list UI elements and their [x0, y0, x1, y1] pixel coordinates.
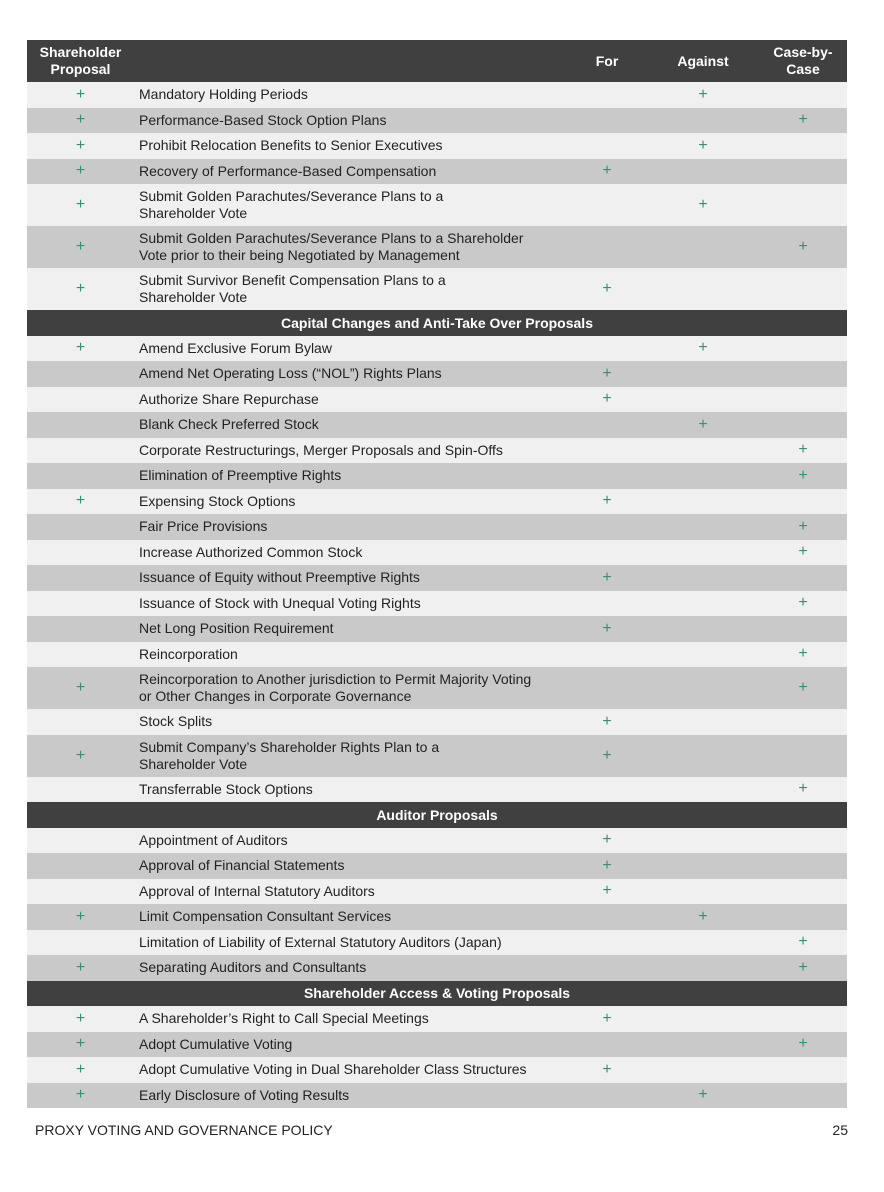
vote-against-cell	[647, 853, 759, 879]
proposal-label: Authorize Share Repurchase	[139, 390, 319, 407]
vote-against-cell	[647, 828, 759, 854]
vote-for-cell	[567, 159, 647, 185]
plus-mark-icon: +	[698, 1086, 708, 1104]
vote-for-cell	[567, 133, 647, 159]
vote-against-cell	[647, 438, 759, 464]
plus-mark-icon: +	[602, 492, 612, 510]
vote-against-cell	[647, 108, 759, 134]
plus-mark-icon: +	[602, 1060, 612, 1078]
vote-case-by-case-cell	[759, 184, 847, 226]
proposal-label: Transferrable Stock Options	[139, 780, 313, 797]
vote-for-cell	[567, 336, 647, 362]
plus-mark-icon: +	[798, 1035, 808, 1053]
plus-mark-icon: +	[698, 196, 708, 213]
table-header	[27, 40, 847, 82]
page-number: 25	[832, 1122, 848, 1138]
vote-case-by-case-cell	[759, 438, 847, 464]
proposal-label-line: Submit Company’s Shareholder Rights Plan to a	[139, 738, 440, 755]
proposal-label: Corporate Restructurings, Merger Proposals and Spin-Offs	[139, 441, 503, 458]
plus-mark-icon: +	[798, 238, 808, 255]
vote-case-by-case-cell	[759, 777, 847, 803]
vote-case-by-case-cell	[759, 412, 847, 438]
table-row	[27, 930, 847, 956]
proposal-label: Issuance of Stock with Unequal Voting Rights	[139, 594, 421, 611]
table-row	[27, 82, 847, 108]
proposal-label: Blank Check Preferred Stock	[139, 416, 319, 433]
vote-against-cell	[647, 709, 759, 735]
table-row	[27, 667, 847, 709]
proposal-label	[134, 226, 567, 268]
vote-for-cell	[567, 463, 647, 489]
vote-against-cell	[647, 133, 759, 159]
plus-mark-icon: +	[798, 933, 808, 951]
plus-mark-icon: +	[698, 136, 708, 154]
header-shareholder-proposal: Shareholder Proposal	[39, 44, 122, 77]
table-row	[27, 268, 847, 310]
proposal-label: Elimination of Preemptive Rights	[139, 467, 342, 484]
vote-against-cell	[647, 361, 759, 387]
header-case-by-case: Case-by-Case	[773, 44, 833, 77]
vote-against-cell	[647, 642, 759, 668]
plus-mark-icon: +	[75, 1009, 86, 1027]
proposal-label-line: Submit Golden Parachutes/Severance Plans to a Shareholder	[139, 230, 524, 246]
shareholder-proposal-cell	[27, 184, 134, 226]
shareholder-proposal-cell	[27, 565, 134, 591]
shareholder-proposal-cell	[27, 540, 134, 566]
vote-case-by-case-cell	[759, 226, 847, 268]
vote-case-by-case-cell	[759, 667, 847, 709]
shareholder-proposal-cell	[27, 489, 134, 515]
vote-against-cell	[647, 82, 759, 108]
table-body	[27, 82, 847, 1108]
vote-against-cell	[647, 955, 759, 981]
table-row	[27, 735, 847, 777]
vote-against-cell	[647, 412, 759, 438]
shareholder-proposal-cell	[27, 438, 134, 464]
proposal-label: Adopt Cumulative Voting	[139, 1035, 293, 1052]
vote-case-by-case-cell	[759, 591, 847, 617]
vote-for-cell	[567, 616, 647, 642]
proposal-label-line: Submit Golden Parachutes/Severance Plans to a	[139, 188, 444, 204]
vote-case-by-case-cell	[759, 336, 847, 362]
proposal-label: Approval of Financial Statements	[139, 857, 345, 874]
vote-for-cell	[567, 1057, 647, 1083]
shareholder-proposal-cell	[27, 955, 134, 981]
shareholder-proposal-cell	[27, 591, 134, 617]
plus-mark-icon: +	[75, 746, 86, 764]
shareholder-proposal-cell	[27, 904, 134, 930]
header-for: For	[595, 52, 619, 69]
vote-case-by-case-cell	[759, 879, 847, 905]
plus-mark-icon: +	[698, 907, 708, 925]
vote-for-cell	[567, 735, 647, 777]
shareholder-proposal-cell	[27, 82, 134, 108]
proposal-label: Reincorporation	[139, 645, 238, 662]
vote-against-cell	[647, 1057, 759, 1083]
plus-mark-icon: +	[602, 390, 612, 408]
shareholder-proposal-cell	[27, 1083, 134, 1109]
table-row	[27, 642, 847, 668]
plus-mark-icon: +	[602, 712, 612, 730]
plus-mark-icon: +	[75, 280, 86, 297]
vote-for-cell	[567, 438, 647, 464]
vote-against-cell	[647, 667, 759, 709]
plus-mark-icon: +	[75, 238, 86, 255]
vote-against-cell	[647, 226, 759, 268]
plus-mark-icon: +	[75, 492, 86, 510]
proposal-label: Net Long Position Requirement	[139, 620, 334, 637]
table-row	[27, 438, 847, 464]
vote-case-by-case-cell	[759, 1032, 847, 1058]
table-row	[27, 1083, 847, 1109]
shareholder-proposal-cell	[27, 616, 134, 642]
table-row	[27, 108, 847, 134]
vote-for-cell	[567, 387, 647, 413]
vote-case-by-case-cell	[759, 361, 847, 387]
vote-against-cell	[647, 184, 759, 226]
shareholder-proposal-cell	[27, 642, 134, 668]
table-row	[27, 184, 847, 226]
table-row	[27, 879, 847, 905]
proposal-label: Amend Net Operating Loss (“NOL”) Rights Plans	[139, 365, 442, 382]
plus-mark-icon: +	[798, 958, 808, 976]
vote-for-cell	[567, 853, 647, 879]
vote-for-cell	[567, 565, 647, 591]
proposal-label-line: Shareholder Vote	[139, 205, 248, 221]
vote-for-cell	[567, 828, 647, 854]
table-row	[27, 828, 847, 854]
plus-mark-icon: +	[75, 162, 86, 180]
proposal-label-line: or Other Changes in Corporate Governance	[139, 688, 412, 704]
vote-case-by-case-cell	[759, 904, 847, 930]
proposal-label	[134, 184, 567, 226]
table-row	[27, 412, 847, 438]
vote-against-cell	[647, 565, 759, 591]
plus-mark-icon: +	[798, 780, 808, 798]
plus-mark-icon: +	[798, 517, 808, 535]
section-header: Auditor Proposals	[27, 802, 847, 828]
vote-case-by-case-cell	[759, 82, 847, 108]
proposal-label	[134, 735, 567, 777]
vote-against-cell	[647, 904, 759, 930]
table-row	[27, 226, 847, 268]
vote-case-by-case-cell	[759, 1057, 847, 1083]
plus-mark-icon: +	[602, 1009, 612, 1027]
table-row	[27, 489, 847, 515]
vote-for-cell	[567, 226, 647, 268]
vote-for-cell	[567, 930, 647, 956]
proposal-label: Fair Price Provisions	[139, 518, 268, 535]
plus-mark-icon: +	[602, 568, 612, 586]
table-row	[27, 514, 847, 540]
vote-case-by-case-cell	[759, 828, 847, 854]
shareholder-proposal-cell	[27, 853, 134, 879]
proposal-label: Limitation of Liability of External Statutory Auditors (Japan)	[139, 933, 502, 950]
proposal-label	[134, 268, 567, 310]
proposal-label: Stock Splits	[139, 713, 213, 730]
vote-case-by-case-cell	[759, 108, 847, 134]
shareholder-proposal-cell	[27, 709, 134, 735]
plus-mark-icon: +	[75, 958, 86, 976]
table-row	[27, 133, 847, 159]
vote-against-cell	[647, 387, 759, 413]
vote-against-cell	[647, 159, 759, 185]
shareholder-proposal-cell	[27, 108, 134, 134]
plus-mark-icon: +	[798, 645, 808, 663]
vote-case-by-case-cell	[759, 642, 847, 668]
shareholder-proposal-cell	[27, 133, 134, 159]
vote-for-cell	[567, 955, 647, 981]
section-header: Shareholder Access & Voting Proposals	[27, 981, 847, 1007]
plus-mark-icon: +	[698, 339, 708, 357]
plus-mark-icon: +	[75, 111, 86, 129]
vote-case-by-case-cell	[759, 514, 847, 540]
vote-case-by-case-cell	[759, 489, 847, 515]
vote-case-by-case-cell	[759, 159, 847, 185]
vote-against-cell	[647, 336, 759, 362]
vote-for-cell	[567, 879, 647, 905]
header-blank	[134, 40, 567, 82]
proposal-label: Performance-Based Stock Option Plans	[139, 111, 387, 128]
plus-mark-icon: +	[75, 85, 86, 103]
vote-case-by-case-cell	[759, 955, 847, 981]
vote-against-cell	[647, 777, 759, 803]
vote-for-cell	[567, 709, 647, 735]
plus-mark-icon: +	[602, 831, 612, 849]
table-row	[27, 853, 847, 879]
proposal-label-line: Shareholder Vote	[139, 289, 248, 305]
table-row	[27, 777, 847, 803]
shareholder-proposal-cell	[27, 361, 134, 387]
table-row	[27, 387, 847, 413]
plus-mark-icon: +	[798, 441, 808, 459]
shareholder-proposal-cell	[27, 336, 134, 362]
vote-case-by-case-cell	[759, 1006, 847, 1032]
vote-against-cell	[647, 463, 759, 489]
proposal-label-line: Reincorporation to Another jurisdiction to Permit Majority Voting	[139, 671, 532, 687]
vote-against-cell	[647, 268, 759, 310]
vote-for-cell	[567, 777, 647, 803]
vote-for-cell	[567, 642, 647, 668]
vote-for-cell	[567, 184, 647, 226]
vote-against-cell	[647, 489, 759, 515]
proposal-label: Limit Compensation Consultant Services	[139, 908, 392, 925]
plus-mark-icon: +	[602, 882, 612, 900]
vote-against-cell	[647, 1032, 759, 1058]
vote-case-by-case-cell	[759, 540, 847, 566]
vote-for-cell	[567, 667, 647, 709]
shareholder-proposal-cell	[27, 387, 134, 413]
plus-mark-icon: +	[602, 162, 612, 180]
vote-against-cell	[647, 1006, 759, 1032]
table-row	[27, 1006, 847, 1032]
plus-mark-icon: +	[602, 280, 612, 297]
vote-case-by-case-cell	[759, 853, 847, 879]
shareholder-proposal-cell	[27, 667, 134, 709]
table-row	[27, 616, 847, 642]
proposal-label: Mandatory Holding Periods	[139, 86, 308, 103]
plus-mark-icon: +	[798, 594, 808, 612]
header-against: Against	[677, 52, 729, 69]
proposal-label: Early Disclosure of Voting Results	[139, 1086, 350, 1103]
vote-against-cell	[647, 1083, 759, 1109]
table-row	[27, 336, 847, 362]
plus-mark-icon: +	[602, 746, 612, 764]
table-row	[27, 955, 847, 981]
plus-mark-icon: +	[75, 136, 86, 154]
proposal-table	[27, 40, 847, 1108]
table-row	[27, 591, 847, 617]
plus-mark-icon: +	[602, 364, 612, 382]
plus-mark-icon: +	[798, 543, 808, 561]
plus-mark-icon: +	[75, 196, 86, 213]
proposal-label: Issuance of Equity without Preemptive Rights	[139, 569, 420, 586]
vote-case-by-case-cell	[759, 930, 847, 956]
table-row	[27, 1032, 847, 1058]
plus-mark-icon: +	[75, 907, 86, 925]
proposal-label: Prohibit Relocation Benefits to Senior Executives	[139, 137, 443, 154]
vote-against-cell	[647, 591, 759, 617]
shareholder-proposal-cell	[27, 879, 134, 905]
shareholder-proposal-cell	[27, 930, 134, 956]
vote-case-by-case-cell	[759, 133, 847, 159]
plus-mark-icon: +	[698, 85, 708, 103]
vote-against-cell	[647, 514, 759, 540]
vote-against-cell	[647, 616, 759, 642]
table-row	[27, 565, 847, 591]
plus-mark-icon: +	[798, 466, 808, 484]
shareholder-proposal-cell	[27, 1006, 134, 1032]
shareholder-proposal-cell	[27, 268, 134, 310]
plus-mark-icon: +	[602, 856, 612, 874]
proposal-label: Increase Authorized Common Stock	[139, 543, 363, 560]
plus-mark-icon: +	[798, 111, 808, 129]
vote-case-by-case-cell	[759, 268, 847, 310]
vote-case-by-case-cell	[759, 1083, 847, 1109]
proposal-label: Approval of Internal Statutory Auditors	[139, 882, 375, 899]
plus-mark-icon: +	[75, 1060, 86, 1078]
vote-for-cell	[567, 1006, 647, 1032]
vote-for-cell	[567, 514, 647, 540]
section-header: Capital Changes and Anti-Take Over Proposals	[27, 310, 847, 336]
vote-against-cell	[647, 735, 759, 777]
shareholder-proposal-cell	[27, 514, 134, 540]
vote-against-cell	[647, 930, 759, 956]
vote-against-cell	[647, 879, 759, 905]
table-row	[27, 540, 847, 566]
proposal-label: Appointment of Auditors	[139, 831, 288, 848]
shareholder-proposal-cell	[27, 226, 134, 268]
shareholder-proposal-cell	[27, 828, 134, 854]
proposal-label-line: Vote prior to their being Negotiated by Management	[139, 247, 460, 263]
proposal-label: Amend Exclusive Forum Bylaw	[139, 339, 332, 356]
plus-mark-icon: +	[75, 1086, 86, 1104]
table-row	[27, 463, 847, 489]
plus-mark-icon: +	[75, 679, 86, 696]
vote-for-cell	[567, 540, 647, 566]
vote-for-cell	[567, 361, 647, 387]
vote-for-cell	[567, 1083, 647, 1109]
proposal-label-line: Submit Survivor Benefit Compensation Plans to a	[139, 272, 446, 288]
vote-for-cell	[567, 1032, 647, 1058]
plus-mark-icon: +	[602, 619, 612, 637]
proposal-label: Adopt Cumulative Voting in Dual Shareholder Class Structures	[139, 1061, 527, 1078]
shareholder-proposal-cell	[27, 735, 134, 777]
table-row	[27, 361, 847, 387]
vote-for-cell	[567, 412, 647, 438]
proposal-label: Separating Auditors and Consultants	[139, 959, 367, 976]
plus-mark-icon: +	[798, 679, 808, 696]
vote-for-cell	[567, 108, 647, 134]
vote-case-by-case-cell	[759, 709, 847, 735]
proposal-label: Expensing Stock Options	[139, 492, 296, 509]
footer-title: PROXY VOTING AND GOVERNANCE POLICY	[35, 1122, 333, 1138]
proposal-label-line: Shareholder Vote	[139, 755, 248, 772]
vote-for-cell	[567, 268, 647, 310]
vote-case-by-case-cell	[759, 735, 847, 777]
vote-for-cell	[567, 591, 647, 617]
table-row	[27, 1057, 847, 1083]
shareholder-proposal-cell	[27, 777, 134, 803]
vote-case-by-case-cell	[759, 565, 847, 591]
proposal-label: A Shareholder’s Right to Call Special Meetings	[139, 1010, 429, 1027]
table-row	[27, 904, 847, 930]
plus-mark-icon: +	[75, 339, 86, 357]
vote-for-cell	[567, 904, 647, 930]
shareholder-proposal-cell	[27, 159, 134, 185]
vote-for-cell	[567, 489, 647, 515]
shareholder-proposal-cell	[27, 463, 134, 489]
vote-for-cell	[567, 82, 647, 108]
table-row	[27, 709, 847, 735]
table-row	[27, 159, 847, 185]
vote-case-by-case-cell	[759, 616, 847, 642]
shareholder-proposal-cell	[27, 1032, 134, 1058]
plus-mark-icon: +	[698, 415, 708, 433]
vote-against-cell	[647, 540, 759, 566]
plus-mark-icon: +	[75, 1035, 86, 1053]
proposal-label: Recovery of Performance-Based Compensation	[139, 162, 437, 179]
vote-case-by-case-cell	[759, 387, 847, 413]
vote-case-by-case-cell	[759, 463, 847, 489]
shareholder-proposal-cell	[27, 1057, 134, 1083]
shareholder-proposal-cell	[27, 412, 134, 438]
proposal-label	[134, 667, 567, 709]
